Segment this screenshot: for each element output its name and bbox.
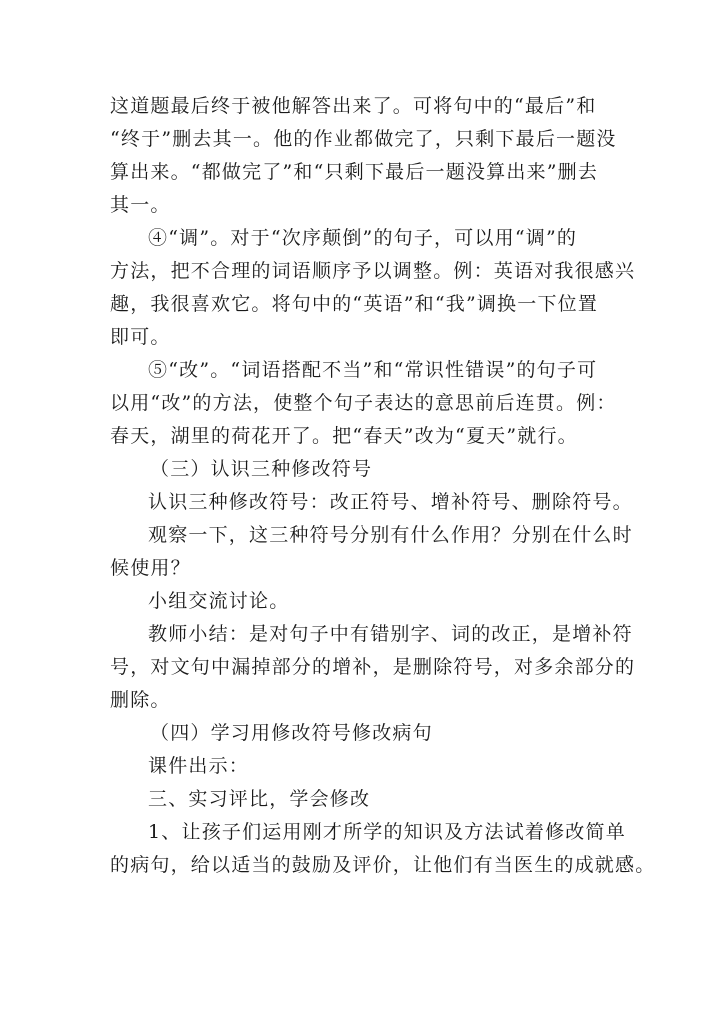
text-line: 趣，我很喜欢它。将句中的“英语”和“我”调换一下位置 — [110, 293, 599, 315]
text-line: ⑤“改”。“词语搭配不当”和“常识性错误”的句子可 — [148, 359, 598, 381]
text-line: 以用“改”的方法，使整个句子表达的意思前后连贯。例： — [110, 392, 617, 414]
text-line: 的病句，给以适当的鼓励及评价，让他们有当医生的成就感。 — [110, 854, 656, 876]
text-line: 删除。 — [110, 689, 171, 711]
text-line: 算出来。“都做完了”和“只剩下最后一题没算出来”删去 — [110, 161, 599, 183]
section-heading: （四）学习用修改符号修改病句 — [150, 722, 433, 744]
text-line: 课件出示： — [148, 755, 250, 777]
text-line: 方法，把不合理的词语顺序予以调整。例：英语对我很感兴 — [110, 260, 636, 282]
text-line: 候使用？ — [110, 557, 191, 579]
text-line: 这道题最后终于被他解答出来了。可将句中的“最后”和 — [110, 95, 597, 117]
text-line: “终于”删去其一。他的作业都做完了，只剩下最后一题没 — [110, 128, 617, 150]
text-line: 认识三种修改符号：改正符号、增补符号、删除符号。 — [148, 491, 633, 513]
text-line: 小组交流讨论。 — [148, 590, 290, 612]
text-line: 号，对文句中漏掉部分的增补，是删除符号，对多余部分的 — [110, 656, 636, 678]
text-line: 1、让孩子们运用刚才所学的知识及方法试着修改简单 — [148, 821, 626, 843]
text-line: ④“调”。对于“次序颠倒”的句子，可以用“调”的 — [148, 227, 578, 249]
text-line: 即可。 — [110, 326, 171, 348]
text-line: 观察一下，这三种符号分别有什么作用？分别在什么时 — [148, 524, 633, 546]
text-line: 教师小结：是对句子中有错别字、词的改正，是增补符 — [148, 623, 633, 645]
text-line: 其一。 — [110, 194, 171, 216]
section-heading: 三、实习评比，学会修改 — [148, 788, 371, 810]
section-heading: （三）认识三种修改符号 — [150, 458, 373, 480]
text-line: 春天，湖里的荷花开了。把“春天”改为“夏天”就行。 — [110, 425, 578, 447]
